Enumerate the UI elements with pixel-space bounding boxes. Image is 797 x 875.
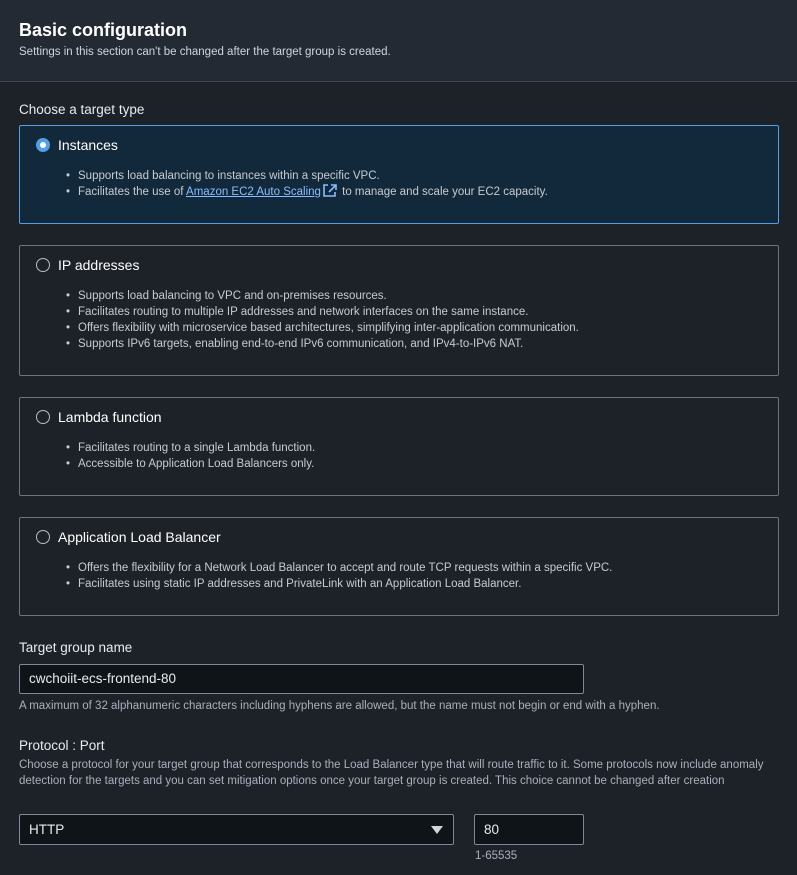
list-item: • Offers flexibility with microservice based architectures, simplifying inter-application communication. bbox=[78, 320, 579, 336]
protocol-port-label: Protocol : Port bbox=[19, 738, 105, 753]
radio-unselected-icon[interactable] bbox=[36, 410, 50, 424]
caret-down-icon[interactable] bbox=[431, 826, 443, 834]
option-bullets bbox=[78, 288, 579, 352]
list-item: • Accessible to Application Load Balancers only. bbox=[78, 456, 315, 472]
protocol-value: HTTP bbox=[29, 822, 65, 837]
target-type-label: Choose a target type bbox=[19, 102, 145, 117]
list-item: • Supports load balancing to instances within a specific VPC. bbox=[78, 168, 548, 184]
list-item bbox=[78, 184, 548, 202]
list-item: • Facilitates routing to a single Lambda function. bbox=[78, 440, 315, 456]
option-bullets bbox=[78, 440, 315, 472]
option-bullets bbox=[78, 168, 548, 202]
target-type-lambda[interactable] bbox=[19, 397, 779, 496]
ec2-auto-scaling-link[interactable]: Amazon EC2 Auto Scaling bbox=[186, 186, 321, 198]
protocol-select[interactable] bbox=[19, 814, 454, 845]
section-title: Basic configuration bbox=[19, 20, 188, 40]
section-description: Settings in this section can't be changed after the target group is created. bbox=[19, 46, 391, 58]
radio-unselected-icon[interactable] bbox=[36, 530, 50, 544]
protocol-port-description: Choose a protocol for your target group that corresponds to the Load Balancer type that will route traffic to it. Some protocols now include anomaly detection for the targets and you can set mitigation options once your target group is created. This choice cannot be changed after creation bbox=[19, 759, 764, 787]
option-title: Lambda function bbox=[58, 409, 162, 425]
target-group-name-hint: A maximum of 32 alphanumeric characters including hyphens are allowed, but the name must not begin or end with a hyphen. bbox=[19, 700, 660, 712]
port-input[interactable]: 80 bbox=[474, 814, 584, 845]
option-title: Instances bbox=[58, 137, 118, 153]
list-item: • Facilitates routing to multiple IP addresses and network interfaces on the same instance. bbox=[78, 304, 579, 320]
section-header bbox=[0, 0, 797, 82]
target-type-instances[interactable] bbox=[19, 125, 779, 224]
radio-unselected-icon[interactable] bbox=[36, 258, 50, 272]
port-range-hint: 1-65535 bbox=[475, 850, 518, 862]
list-item: • Offers the flexibility for a Network Load Balancer to accept and route TCP requests within a specific VPC. bbox=[78, 560, 612, 576]
list-item: • Facilitates using static IP addresses and PrivateLink with an Application Load Balancer. bbox=[78, 576, 612, 592]
external-link-icon[interactable] bbox=[323, 184, 337, 202]
list-item: • Supports load balancing to VPC and on-premises resources. bbox=[78, 288, 579, 304]
option-bullets bbox=[78, 560, 612, 592]
radio-selected-icon[interactable] bbox=[36, 138, 50, 152]
target-type-alb[interactable] bbox=[19, 517, 779, 616]
option-title: IP addresses bbox=[58, 257, 140, 273]
target-group-name-label: Target group name bbox=[19, 640, 133, 655]
option-title: Application Load Balancer bbox=[58, 529, 221, 545]
link-bullet-prefix: Facilitates the use of bbox=[78, 186, 184, 198]
link-bullet-suffix: to manage and scale your EC2 capacity. bbox=[342, 186, 548, 198]
target-group-name-input[interactable]: cwchoiit-ecs-frontend-80 bbox=[19, 664, 584, 694]
target-type-ip-addresses[interactable] bbox=[19, 245, 779, 376]
list-item: • Supports IPv6 targets, enabling end-to-end IPv6 communication, and IPv4-to-IPv6 NAT. bbox=[78, 336, 579, 352]
